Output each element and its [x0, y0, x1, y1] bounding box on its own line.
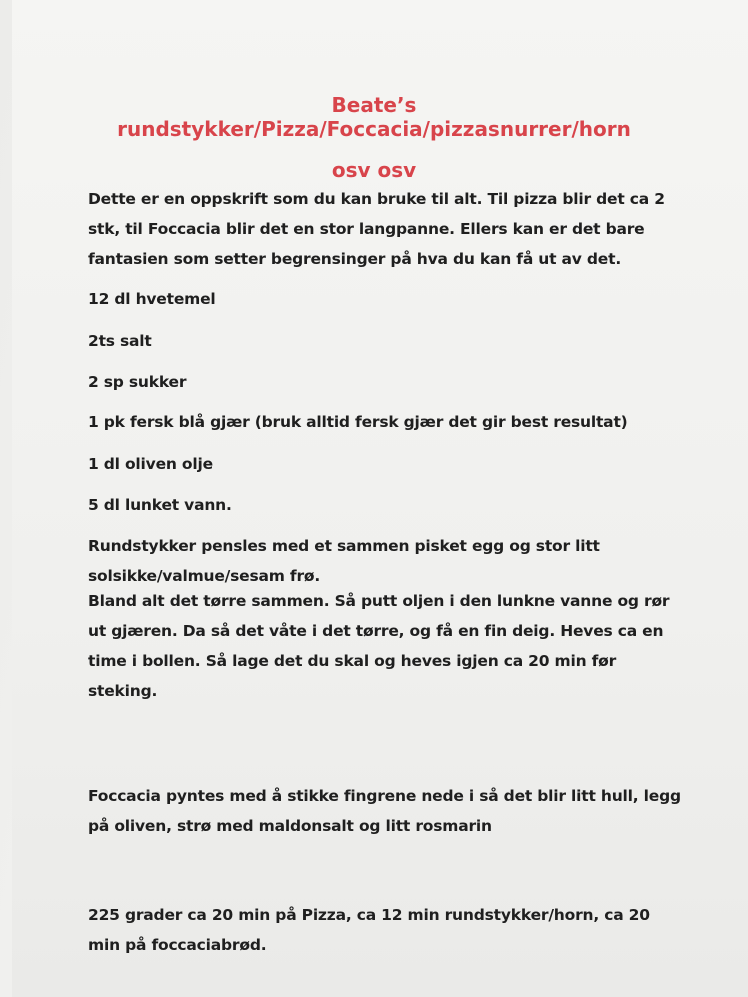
intro-line: Dette er en oppskrift som du kan bruke til alt. Til pizza blir det ca 2	[88, 190, 665, 208]
ingredient: 1 dl oliven olje	[88, 455, 213, 473]
baking-line: 225 grader ca 20 min på Pizza, ca 12 min rundstykker/horn, ca 20	[88, 906, 650, 924]
intro-line: fantasien som setter begrensinger på hva du kan få ut av det.	[88, 250, 622, 268]
method-line: ut gjæren. Da så det våte i det tørre, og få en fin deig. Heves ca en	[88, 622, 664, 640]
rundstykker-note-line: Rundstykker pensles med et sammen pisket egg og stor litt	[88, 537, 600, 555]
rundstykker-note-line: solsikke/valmue/sesam frø.	[88, 567, 321, 585]
method-line: Bland alt det tørre sammen. Så putt oljen i den lunkne vanne og rør	[88, 592, 670, 610]
ingredient: 5 dl lunket vann.	[88, 496, 232, 514]
foccacia-note-line: på oliven, strø med maldonsalt og litt rosmarin	[88, 817, 492, 835]
method-line: steking.	[88, 682, 158, 700]
baking-line: min på foccaciabrød.	[88, 936, 267, 954]
ingredient: 1 pk fersk blå gjær (bruk alltid fersk gjær det gir best resultat)	[88, 413, 628, 431]
ingredient: 2ts salt	[88, 332, 152, 350]
foccacia-note-line: Foccacia pyntes med å stikke fingrene nede i så det blir litt hull, legg	[88, 787, 681, 805]
intro-line: stk, til Foccacia blir det en stor langpanne. Ellers kan er det bare	[88, 220, 645, 238]
title-line-2: rundstykker/Pizza/Foccacia/pizzasnurrer/horn	[117, 117, 631, 141]
ingredient: 2 sp sukker	[88, 373, 187, 391]
method-line: time i bollen. Så lage det du skal og heves igjen ca 20 min før	[88, 652, 617, 670]
title-line-1: Beate’s	[331, 93, 417, 117]
ingredient: 12 dl hvetemel	[88, 290, 216, 308]
title-line-3: osv osv	[331, 158, 417, 182]
